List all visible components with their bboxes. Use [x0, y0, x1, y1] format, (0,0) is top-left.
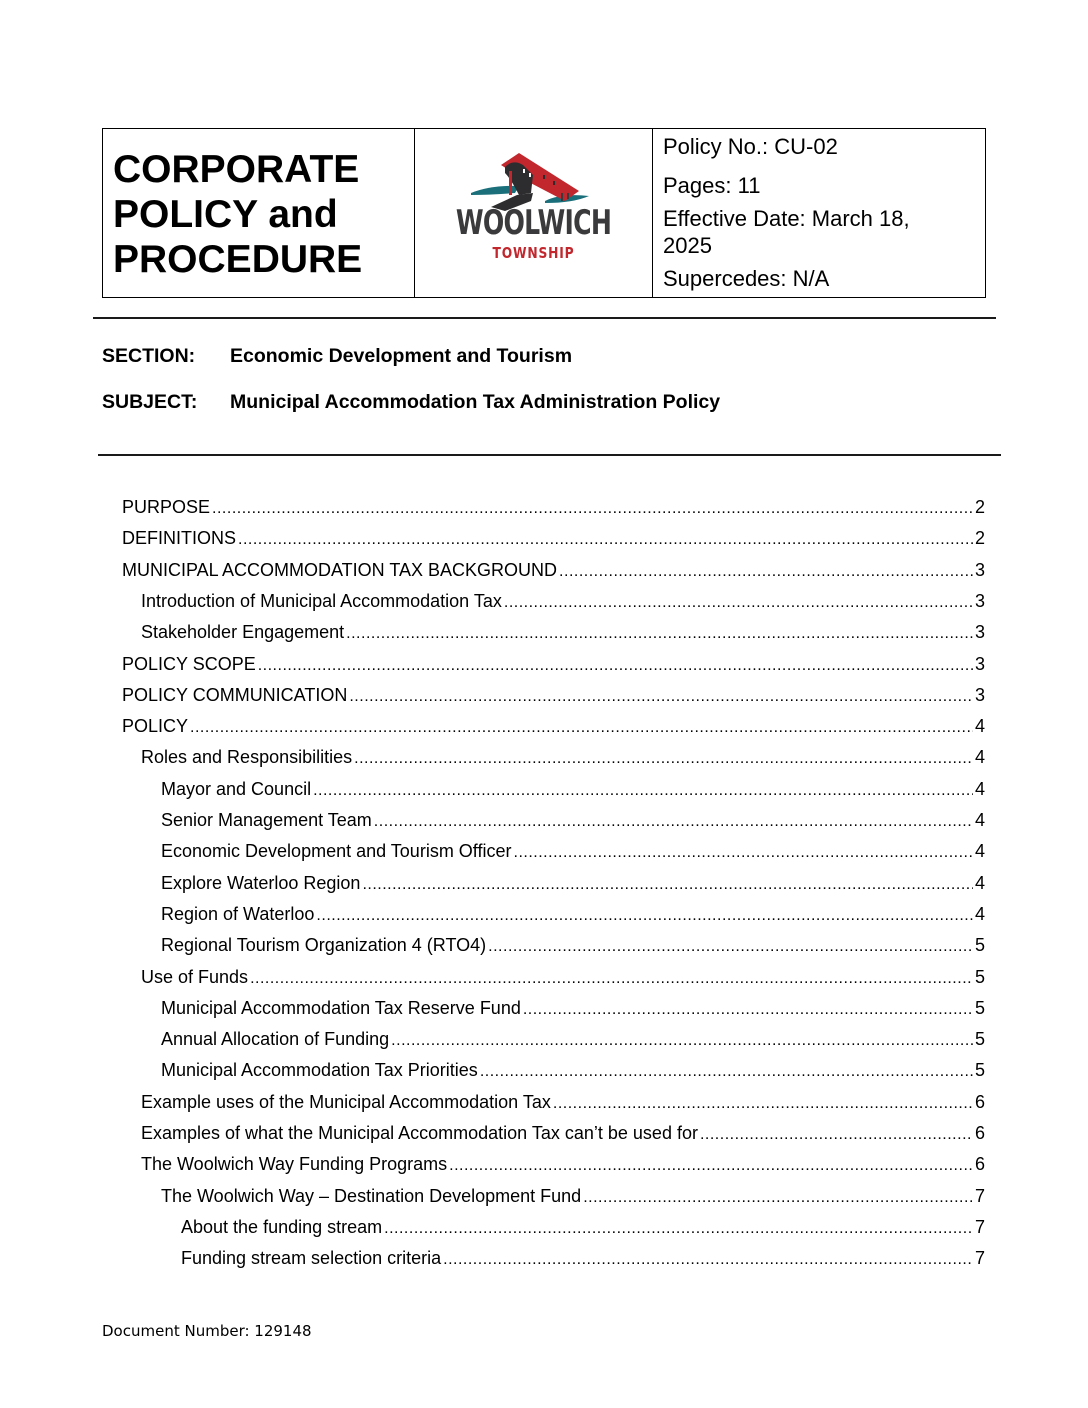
- supercedes: Supercedes: N/A: [663, 266, 830, 291]
- toc-entry-title[interactable]: Region of Waterloo: [161, 903, 315, 924]
- toc-dot-leader: [190, 715, 973, 741]
- toc-entry-title[interactable]: MUNICIPAL ACCOMMODATION TAX BACKGROUND: [122, 559, 558, 580]
- toc-entry-title[interactable]: POLICY SCOPE: [122, 653, 256, 674]
- toc-entry[interactable]: [161, 995, 985, 1021]
- toc-entry-page-number[interactable]: 4: [974, 778, 985, 799]
- toc-entry[interactable]: [161, 1026, 985, 1052]
- toc-entry-title[interactable]: Mayor and Council: [161, 778, 312, 799]
- toc-dot-leader: [346, 621, 973, 647]
- toc-entry-title[interactable]: Examples of what the Municipal Accommodation Tax can’t be used for: [141, 1123, 698, 1143]
- logo-wordmark-woolwich: WOOLWICH: [455, 203, 612, 243]
- subject-line: [102, 391, 720, 414]
- toc-entry[interactable]: [181, 1214, 985, 1240]
- toc-dot-leader: [384, 1216, 973, 1242]
- toc-entry-page-number[interactable]: 3: [974, 559, 985, 580]
- toc-entry-page-number[interactable]: 5: [974, 1060, 985, 1081]
- title-line: POLICY and: [113, 193, 338, 236]
- toc-entry-title[interactable]: POLICY COMMUNICATION: [122, 684, 348, 705]
- toc-entry-title[interactable]: Roles and Responsibilities: [141, 747, 353, 768]
- toc-entry-page-number[interactable]: 4: [974, 716, 985, 737]
- toc-entry-page-number[interactable]: 5: [974, 997, 985, 1018]
- toc-entry[interactable]: [161, 870, 985, 896]
- toc-entry[interactable]: [122, 713, 985, 739]
- toc-entry-page-number[interactable]: 3: [974, 622, 985, 643]
- covered-bridge-icon: [461, 149, 601, 211]
- toc-dot-leader: [212, 496, 973, 522]
- toc-entry-title[interactable]: Regional Tourism Organization 4 (RTO4): [161, 935, 487, 956]
- toc-entry[interactable]: [141, 588, 985, 614]
- policy-number: Policy No.: CU-02: [663, 134, 838, 159]
- toc-entry-page-number[interactable]: 7: [974, 1185, 985, 1206]
- title-line: CORPORATE: [113, 148, 360, 191]
- toc-entry-title[interactable]: About the funding stream: [181, 1216, 383, 1237]
- toc-entry-page-number[interactable]: 2: [974, 497, 985, 517]
- toc-entry[interactable]: [161, 776, 985, 802]
- toc-entry-title[interactable]: The Woolwich Way Funding Programs: [141, 1154, 448, 1175]
- toc-entry[interactable]: [161, 1183, 985, 1209]
- toc-entry-page-number[interactable]: 4: [974, 872, 985, 893]
- divider: [98, 454, 1001, 456]
- toc-entry-title[interactable]: Example uses of the Municipal Accommodation Tax: [141, 1091, 551, 1112]
- toc-entry-page-number[interactable]: 7: [974, 1216, 985, 1237]
- toc-entry[interactable]: [161, 807, 985, 833]
- toc-entry[interactable]: [141, 619, 985, 645]
- toc-dot-leader: [523, 997, 973, 1023]
- divider: [93, 317, 996, 319]
- toc-entry-title[interactable]: The Woolwich Way – Destination Development Fund: [161, 1185, 582, 1206]
- title-line: PROCEDURE: [113, 238, 363, 281]
- toc-dot-leader: [238, 527, 973, 553]
- toc-dot-leader: [349, 684, 973, 710]
- toc-entry[interactable]: [181, 1245, 985, 1271]
- toc-entry-page-number[interactable]: 3: [974, 653, 985, 674]
- toc-entry[interactable]: [122, 651, 985, 677]
- policy-header-table: [102, 128, 986, 298]
- toc-entry-page-number[interactable]: 2: [974, 528, 985, 549]
- toc-entry-page-number[interactable]: 6: [974, 1123, 985, 1143]
- toc-entry[interactable]: [141, 744, 985, 770]
- toc-entry-title[interactable]: Stakeholder Engagement: [141, 622, 345, 643]
- toc-entry-page-number[interactable]: 5: [974, 966, 985, 987]
- toc-entry-title[interactable]: Economic Development and Tourism Officer: [161, 841, 512, 862]
- toc-entry[interactable]: [122, 494, 985, 520]
- subject-label: SUBJECT:: [102, 391, 198, 413]
- section-label: SECTION:: [102, 345, 196, 367]
- logo-wordmark-township: TOWNSHIP: [492, 244, 575, 262]
- toc-entry-page-number[interactable]: 7: [974, 1248, 985, 1269]
- toc-entry-page-number[interactable]: 4: [974, 841, 985, 862]
- toc-entry-page-number[interactable]: 4: [974, 747, 985, 768]
- toc-entry-title[interactable]: Annual Allocation of Funding: [161, 1029, 390, 1050]
- toc-dot-leader: [316, 903, 973, 929]
- toc-entry[interactable]: [161, 901, 985, 927]
- toc-dot-leader: [374, 809, 973, 835]
- toc-dot-leader: [354, 746, 973, 772]
- toc-entry[interactable]: [122, 682, 985, 708]
- toc-entry-title[interactable]: DEFINITIONS: [122, 528, 237, 549]
- toc-entry-page-number[interactable]: 4: [974, 810, 985, 830]
- section-value: Economic Development and Tourism: [230, 345, 573, 367]
- toc-dot-leader: [504, 590, 973, 616]
- toc-entry-title[interactable]: Senior Management Team: [161, 810, 372, 830]
- toc-entry-page-number[interactable]: 5: [974, 935, 985, 956]
- toc-entry-title[interactable]: Funding stream selection criteria: [181, 1248, 442, 1269]
- subject-value: Municipal Accommodation Tax Administration Policy: [230, 391, 721, 413]
- toc-entry-title[interactable]: POLICY: [122, 716, 189, 737]
- toc-entry-page-number[interactable]: 4: [974, 903, 985, 924]
- toc-dot-leader: [362, 872, 973, 898]
- toc-dot-leader: [391, 1028, 973, 1054]
- toc-dot-leader: [313, 778, 973, 804]
- toc-entry-title[interactable]: Explore Waterloo Region: [161, 872, 361, 893]
- effective-date: Effective Date: March 18,: [663, 206, 910, 231]
- policy-metadata: [653, 129, 985, 297]
- toc-entry[interactable]: [141, 1089, 985, 1115]
- toc-dot-leader: [583, 1185, 973, 1211]
- toc-entry-page-number[interactable]: 6: [974, 1091, 985, 1112]
- toc-entry[interactable]: [141, 964, 985, 990]
- toc-entry-page-number[interactable]: 5: [974, 1029, 985, 1050]
- toc-dot-leader: [449, 1153, 973, 1179]
- toc-entry[interactable]: [161, 1057, 985, 1083]
- toc-entry[interactable]: [141, 1151, 985, 1177]
- toc-dot-leader: [553, 1091, 973, 1117]
- document-number: Document Number: 129148: [102, 1322, 312, 1340]
- toc-entry-page-number[interactable]: 6: [974, 1154, 985, 1175]
- toc-dot-leader: [443, 1247, 973, 1273]
- toc-entry[interactable]: [141, 1120, 985, 1146]
- policy-type-title: [103, 129, 415, 297]
- effective-date-year: 2025: [663, 233, 712, 258]
- toc-dot-leader: [700, 1122, 973, 1148]
- toc-dot-leader: [514, 840, 973, 866]
- toc-entry[interactable]: [161, 838, 985, 864]
- toc-dot-leader: [250, 966, 973, 992]
- toc-entry-page-number[interactable]: 3: [974, 590, 985, 611]
- page-count: Pages: 11: [663, 173, 761, 198]
- toc-entry-title[interactable]: PURPOSE: [122, 497, 211, 517]
- toc-entry-title[interactable]: Municipal Accommodation Tax Priorities: [161, 1060, 478, 1081]
- toc-entry-title[interactable]: Municipal Accommodation Tax Reserve Fund: [161, 997, 521, 1018]
- toc-dot-leader: [488, 934, 973, 960]
- toc-entry[interactable]: [161, 932, 985, 958]
- toc-entry-title[interactable]: Introduction of Municipal Accommodation Tax: [141, 590, 502, 611]
- toc-entry[interactable]: [122, 525, 985, 551]
- toc-entry-page-number[interactable]: 3: [974, 684, 985, 705]
- township-logo: [415, 129, 653, 297]
- toc-entry[interactable]: [122, 557, 985, 583]
- toc-dot-leader: [258, 653, 973, 679]
- toc-entry-title[interactable]: Use of Funds: [141, 966, 249, 987]
- toc-dot-leader: [480, 1059, 973, 1085]
- section-line: [102, 345, 572, 368]
- toc-dot-leader: [559, 559, 973, 585]
